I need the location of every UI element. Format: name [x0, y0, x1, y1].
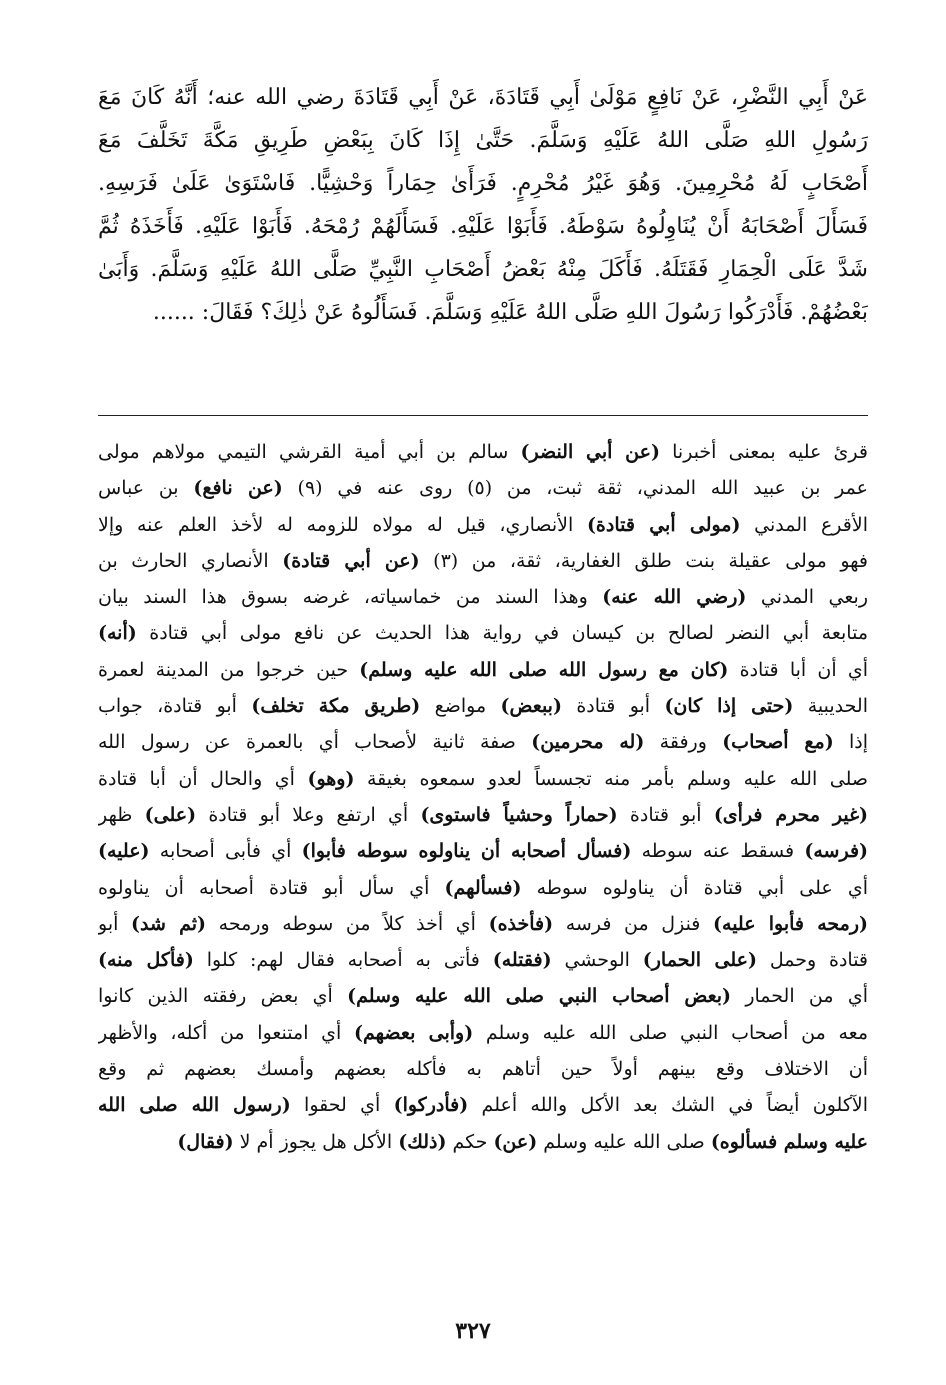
hadith-text — [98, 76, 868, 334]
quoted-hadith-phrase: (مع أصحاب) — [722, 731, 834, 754]
commentary-line — [98, 1051, 868, 1087]
commentary-phrase: فنزل من فرسه — [553, 912, 714, 935]
commentary-phrase: ربعي المدني — [746, 586, 868, 609]
hadith-line: عَنْ أَبِي النَّضْرِ، عَنْ نَافِعٍ مَوْلَىٰ أَبِي قَتَادَةَ، عَنْ أَبِي قَتَادَةَ رضي الله عنه؛ أَنَّهُ كَانَ مَعَ — [98, 85, 868, 110]
commentary-line — [98, 978, 868, 1014]
commentary-line — [98, 1124, 868, 1160]
quoted-hadith-phrase: (وهو) — [307, 767, 355, 790]
commentary-line — [98, 724, 868, 760]
commentary-phrase: الآكلون أيضاً في الشك بعد الأكل والله أعلم — [468, 1094, 868, 1117]
quoted-hadith-phrase: (غير محرم فرأى) — [713, 803, 868, 826]
commentary-line — [98, 579, 868, 615]
commentary-phrase: أبو — [98, 912, 132, 935]
quoted-hadith-phrase: (كان مع رسول الله صلى الله عليه وسلم) — [359, 658, 729, 681]
commentary-phrase: قرئ عليه بمعنى أخبرنا — [659, 441, 868, 463]
quoted-hadith-phrase: (حماراً وحشياً فاستوى) — [420, 803, 618, 826]
quoted-hadith-phrase: (طريق مكة تخلف) — [251, 695, 421, 718]
commentary-line — [98, 543, 868, 579]
commentary-line — [98, 906, 868, 942]
commentary-line — [98, 1015, 868, 1051]
quoted-hadith-phrase: (فأدركوا) — [393, 1094, 469, 1117]
commentary-phrase: حين خرجوا من المدينة لعمرة — [98, 658, 360, 681]
commentary-phrase: أن الاختلاف وقع بينهم أولاً حين أتاهم به فأكله بعضهم وأمسك بعضهم ثم وقع — [98, 1058, 868, 1081]
hadith-line: فَسَأَلَ أَصْحَابَهُ أَنْ يُنَاوِلُوهُ سَوْطَهُ. فَأَبَوْا عَلَيْهِ. فَسَأَلَهُمْ رُمْحَهُ. فَأَبَوْا عَلَيْهِ. فَأَخَذَهُ ثُمَّ — [98, 214, 868, 239]
quoted-hadith-phrase: (حتى إذا كان) — [664, 695, 794, 718]
commentary-phrase: الأكل هل يجوز أم لا — [233, 1130, 399, 1153]
commentary-phrase: معه من أصحاب النبي صلى الله عليه وسلم — [473, 1021, 868, 1044]
quoted-hadith-phrase: (رضي الله عنه) — [602, 586, 747, 609]
commentary-line — [98, 615, 868, 651]
commentary-phrase: مواضع — [420, 695, 501, 718]
commentary-phrase: صلى الله عليه وسلم — [537, 1130, 711, 1153]
quoted-hadith-phrase: (عليه) — [98, 840, 150, 863]
quoted-hadith-phrase: (له محرمين) — [531, 731, 645, 754]
commentary-phrase: الحديبية — [793, 695, 868, 718]
commentary-phrase: فأتى به أصحابه فقال لهم: كلوا — [193, 949, 493, 972]
commentary-phrase: أي لحقوا — [290, 1094, 394, 1117]
commentary-phrase: أبو قتادة — [617, 803, 714, 826]
commentary-phrase: أي أخذ كلاً من سوطه ورمحه — [206, 912, 489, 935]
commentary-phrase: أي امتنعوا من أكله، والأظهر — [98, 1021, 355, 1044]
commentary-phrase: سالم بن أبي أمية القرشي التيمي مولاهم مولى — [98, 441, 521, 463]
commentary-phrase: ظهر — [98, 803, 145, 826]
quoted-hadith-phrase: (فقال) — [177, 1130, 234, 1153]
quoted-hadith-phrase: (عن نافع) — [193, 477, 283, 500]
commentary-phrase: إذا — [833, 731, 868, 754]
commentary-line — [98, 870, 868, 906]
commentary-phrase: أي من الحمار — [731, 985, 868, 1008]
hadith-line: بَعْضُهُمْ. فَأَدْرَكُوا رَسُولَ اللهِ صَلَّى اللهُ عَلَيْهِ وَسَلَّمَ. فَسَأَلُوهُ عَنْ ذٰلِكَ؟ فَقَالَ: ...... — [152, 300, 868, 325]
commentary-phrase: بن عباس — [98, 477, 194, 500]
commentary-line — [98, 761, 868, 797]
commentary-text — [98, 434, 868, 1160]
quoted-hadith-phrase: (وأبى بعضهم) — [354, 1021, 474, 1044]
commentary-phrase: أي سأل أبو قتادة أصحابه أن يناولوه — [98, 876, 445, 899]
commentary-phrase: أي والحال أن أبا قتادة — [98, 767, 308, 790]
commentary-line — [98, 434, 868, 470]
quoted-hadith-phrase: (عن أبي قتادة) — [282, 549, 420, 572]
commentary-phrase: فسقط عنه سوطه — [631, 840, 805, 863]
commentary-line — [98, 470, 868, 506]
quoted-hadith-phrase: (عن) — [493, 1130, 538, 1153]
commentary-line — [98, 507, 868, 543]
commentary-line — [98, 833, 868, 869]
quoted-hadith-phrase: عليه وسلم فسألوه) — [710, 1130, 868, 1153]
commentary-phrase: أي أن أبا قتادة — [728, 658, 868, 681]
quoted-hadith-phrase: (رمحه فأبوا عليه) — [713, 912, 868, 935]
commentary-phrase: قتادة وحمل — [756, 949, 868, 972]
page-number: ٣٢٧ — [455, 1318, 491, 1344]
commentary-phrase: أي فأبى أصحابه — [149, 840, 302, 863]
quoted-hadith-phrase: (فسأل أصحابه أن يناولوه سوطه فأبوا) — [301, 840, 632, 863]
quoted-hadith-phrase: (عن أبي النضر) — [520, 441, 660, 463]
commentary-phrase: وهذا السند من خماسياته، غرضه بسوق هذا السند بيان — [98, 586, 603, 609]
commentary-phrase: الأقرع المدني — [740, 513, 868, 536]
quoted-hadith-phrase: (على الحمار) — [642, 949, 757, 972]
quoted-hadith-phrase: (ذلك) — [398, 1130, 447, 1153]
hadith-line: رَسُولِ اللهِ صَلَّى اللهُ عَلَيْهِ وَسَلَّمَ. حَتَّىٰ إِذَا كَانَ بِبَعْضِ طَرِيقِ مَكَّةَ تَخَلَّفَ مَعَ — [98, 128, 868, 153]
commentary-phrase: أي بعض رفقته الذين كانوا — [98, 985, 348, 1008]
commentary-phrase: الوحشي — [551, 949, 643, 972]
quoted-hadith-phrase: (فأكل منه) — [98, 949, 194, 972]
footnote-divider — [98, 415, 868, 416]
commentary-phrase: أبو قتادة — [561, 695, 665, 718]
commentary-phrase: صلى الله عليه وسلم بأمر منه تجسساً لعدو سمعوه بغيقة — [354, 767, 868, 790]
commentary-line — [98, 1087, 868, 1123]
quoted-hadith-phrase: (ببعض) — [500, 695, 562, 718]
commentary-line — [98, 797, 868, 833]
commentary-phrase: أي على أبي قتادة أن يناولوه سوطه — [521, 876, 868, 899]
commentary-phrase: صفة ثانية لأصحاب أي بالعمرة عن رسول الله — [98, 731, 532, 754]
quoted-hadith-phrase: (فقتله) — [492, 949, 552, 972]
quoted-hadith-phrase: (مولى أبي قتادة) — [586, 513, 741, 536]
hadith-line: أَصْحَابٍ لَهُ مُحْرِمِينَ. وَهُوَ غَيْرُ مُحْرِمٍ. فَرَأَىٰ حِمَاراً وَحْشِيًّا. فَاسْتَوَىٰ عَلَىٰ فَرَسِهِ. — [98, 171, 868, 196]
commentary-line — [98, 942, 868, 978]
hadith-line: شَدَّ عَلَى الْحِمَارِ فَقَتَلَهُ. فَأَكَلَ مِنْهُ بَعْضُ أَصْحَابِ النَّبِيِّ صَلَّى اللهُ عَلَيْهِ وَسَلَّمَ. وَأَبَىٰ — [98, 257, 868, 282]
commentary-phrase: متابعة أبي النضر لصالح بن كيسان في رواية هذا الحديث عن نافع مولى أبي قتادة — [136, 622, 868, 645]
commentary-line — [98, 652, 868, 688]
commentary-line — [98, 688, 868, 724]
commentary-phrase: الأنصاري الحارث بن — [98, 549, 283, 572]
quoted-hadith-phrase: (بعض أصحاب النبي صلى الله عليه وسلم) — [347, 985, 732, 1008]
commentary-phrase: أي ارتفع وعلا أبو قتادة — [196, 803, 421, 826]
commentary-phrase: أبو قتادة، جواب — [98, 695, 252, 718]
commentary-phrase: حكم — [446, 1130, 494, 1153]
quoted-hadith-phrase: (فأخذه) — [488, 912, 554, 935]
commentary-phrase: ورفقة — [644, 731, 723, 754]
quoted-hadith-phrase: (فرسه) — [804, 840, 868, 863]
quoted-hadith-phrase: (فسألهم) — [444, 876, 522, 899]
quoted-hadith-phrase: (على) — [144, 803, 197, 826]
quoted-hadith-phrase: (ثم شد) — [131, 912, 207, 935]
quoted-hadith-phrase: (أنه) — [98, 622, 137, 645]
quoted-hadith-phrase: (رسول الله صلى الله — [98, 1094, 291, 1117]
commentary-phrase: فهو مولى عقيلة بنت طلق الغفارية، ثقة، من (٣) — [419, 549, 868, 572]
commentary-phrase: عمر بن عبيد الله المدني، ثقة ثبت، من (٥) روى عنه في (٩) — [282, 477, 868, 500]
commentary-phrase: الأنصاري، قيل له مولاه للزومه له لأخذ العلم عنه وإلا — [98, 513, 587, 536]
